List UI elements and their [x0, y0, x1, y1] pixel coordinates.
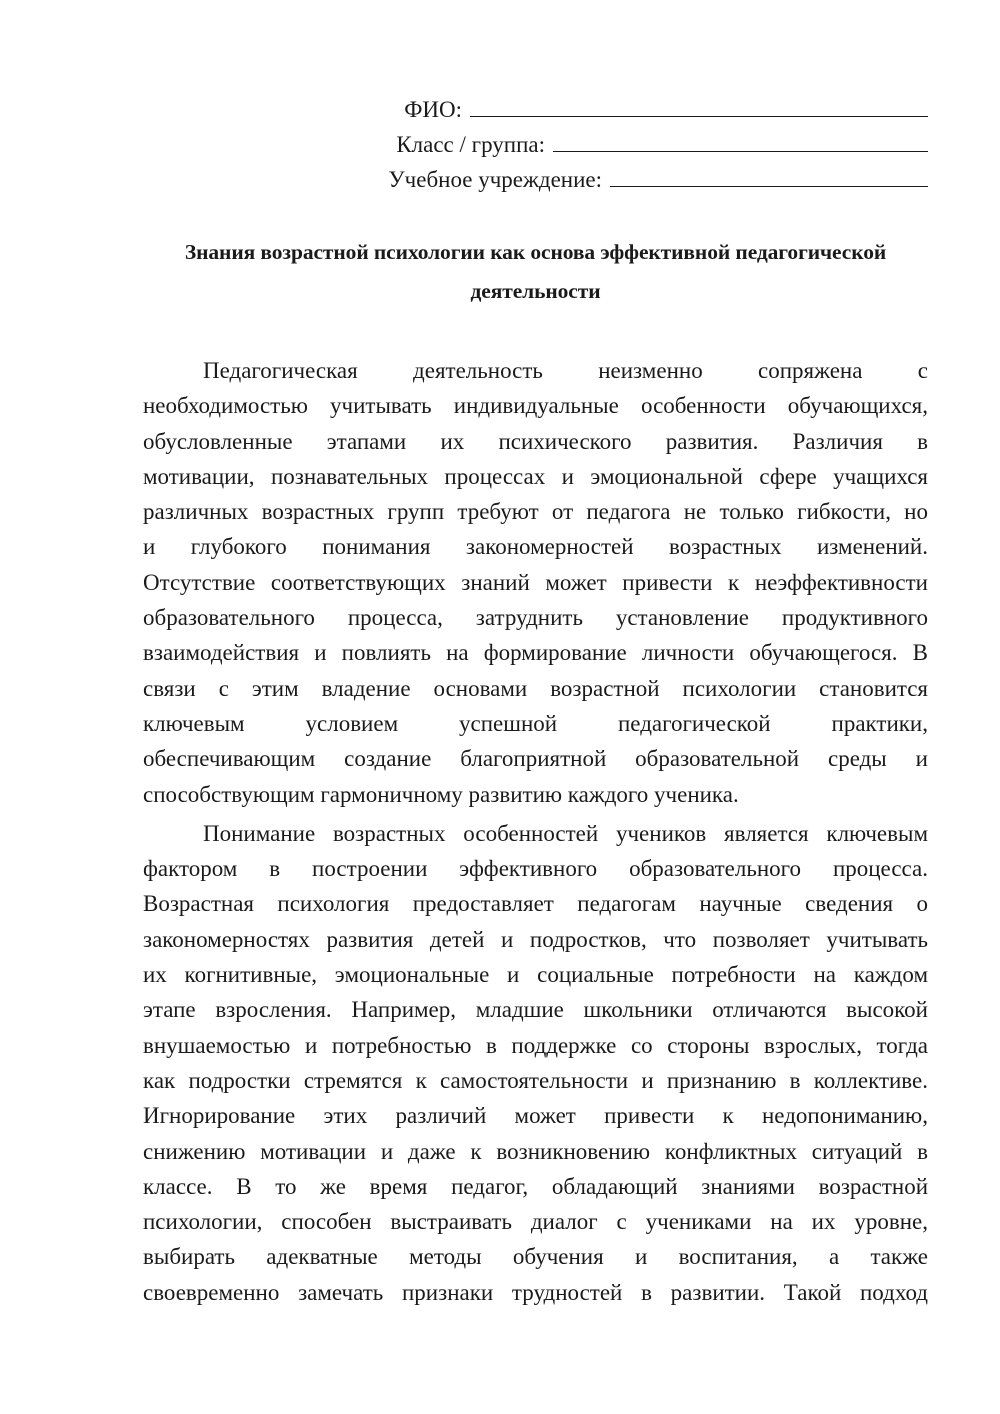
text-line: способствующим гармоничному развитию каждого ученика. [143, 781, 739, 807]
text-line: выбирать адекватные методы обучения и воспитания, а также [143, 1244, 928, 1270]
paragraph-1 [143, 353, 928, 812]
text-line: различных возрастных групп требуют от педагога не только гибкости, но [143, 499, 928, 525]
text-line: образовательного процесса, затруднить установление продуктивного [143, 605, 928, 631]
text-line: снижению мотивации и даже к возникновению конфликтных ситуаций в [143, 1138, 928, 1164]
fio-line [368, 92, 928, 127]
text-line: Педагогическая деятельность неизменно сопряжена с [203, 358, 928, 383]
text-line: связи с этим владение основами возрастной психологии становится [143, 675, 928, 701]
class-line [368, 127, 928, 162]
text-line: обеспечивающим создание благоприятной образовательной среды и [143, 746, 928, 772]
text-line: ключевым условием успешной педагогической практики, [143, 710, 928, 736]
text-line: внушаемостью и потребностью в поддержке со стороны взрослых, тогда [143, 1032, 928, 1058]
fio-label: ФИО: [404, 97, 462, 122]
text-line: взаимодействия и повлиять на формирование личности обучающегося. В [143, 640, 928, 666]
class-label: Класс / группа: [396, 132, 545, 157]
text-line: Отсутствие соответствующих знаний может привести к неэффективности [143, 569, 928, 595]
text-line: классе. В то же время педагог, обладающий знаниями возрастной [143, 1173, 928, 1199]
text-line: своевременно замечать признаки трудностей в развитии. Такой подход [143, 1279, 928, 1305]
institution-label: Учебное учреждение: [388, 167, 602, 192]
text-line: необходимостью учитывать индивидуальные особенности обучающихся, [143, 393, 928, 419]
title-line-2: деятельности [470, 279, 601, 303]
text-line: Возрастная психология предоставляет педагогам научные сведения о [143, 891, 928, 917]
text-line: Игнорирование этих различий может привести к недопониманию, [143, 1103, 928, 1129]
title-line-1: Знания возрастной психологии как основа эффективной педагогической [184, 240, 887, 264]
institution-line [368, 162, 928, 197]
document-title [143, 233, 928, 311]
document-body [143, 353, 928, 1310]
text-line: как подростки стремятся к самостоятельности и признанию в коллективе. [143, 1067, 928, 1093]
text-line: Понимание возрастных особенностей учеников является ключевым [203, 820, 928, 846]
text-line: фактором в построении эффективного образовательного процесса. [143, 856, 928, 882]
paragraph-2 [143, 816, 928, 1310]
text-line: психологии, способен выстраивать диалог с учениками на их уровне, [143, 1209, 928, 1235]
fio-blank-field[interactable] [470, 92, 928, 117]
text-line: и глубокого понимания закономерностей возрастных изменений. [143, 534, 928, 560]
student-info-block [368, 92, 928, 197]
document-page [143, 92, 928, 1314]
text-line: этапе взросления. Например, младшие школьники отличаются высокой [143, 997, 928, 1023]
text-line: закономерностях развития детей и подростков, что позволяет учитывать [143, 926, 928, 952]
text-line: мотивации, познавательных процессах и эмоциональной сфере учащихся [143, 463, 928, 489]
class-blank-field[interactable] [553, 127, 928, 152]
text-line: обусловленные этапами их психического развития. Различия в [143, 428, 928, 454]
text-line: их когнитивные, эмоциональные и социальные потребности на каждом [143, 962, 928, 988]
institution-blank-field[interactable] [610, 162, 928, 187]
